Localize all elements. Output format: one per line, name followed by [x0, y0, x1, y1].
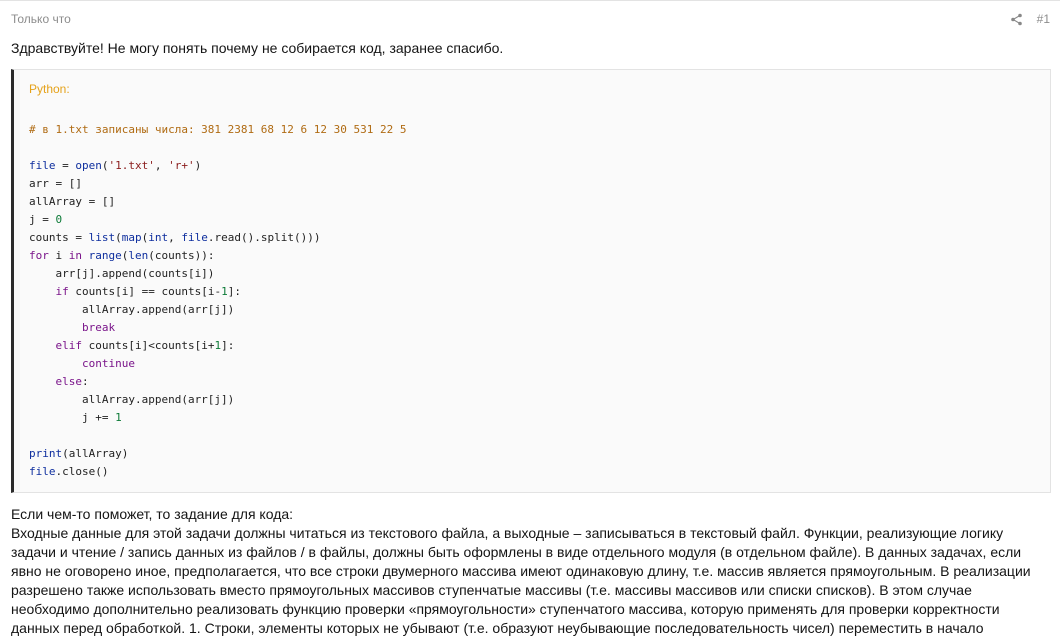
code-token: .close() — [55, 465, 109, 478]
code-token: arr = [] — [29, 177, 82, 190]
code-token: arr[j].append(counts[i]) — [29, 267, 215, 280]
code-token: ]: — [221, 339, 235, 352]
code-token: ( — [115, 231, 122, 244]
code-line — [29, 447, 128, 460]
code-token: file — [181, 231, 208, 244]
code-token: # в 1.txt записаны числа: 381 2381 68 12 6 12 30 531 22 5 — [29, 123, 407, 136]
code-token: file — [29, 159, 56, 172]
code-token: break — [81, 321, 116, 334]
code-token: file — [29, 465, 56, 478]
share-icon[interactable] — [1010, 13, 1023, 26]
code-token — [29, 321, 82, 334]
code-token: 1 — [115, 411, 122, 424]
code-token: counts = — [29, 231, 89, 244]
code-line — [29, 285, 241, 298]
code-token: print — [29, 447, 63, 460]
code-token: elif — [55, 339, 82, 352]
code-token: ( — [101, 159, 109, 172]
code-token: map — [121, 231, 142, 244]
code-token: len — [128, 249, 149, 262]
code-token: else — [55, 375, 82, 388]
code-token: j = — [29, 213, 56, 226]
code-token: (allArray) — [62, 447, 129, 460]
code-token: list — [88, 231, 116, 244]
code-line — [29, 393, 234, 406]
code-line — [29, 123, 407, 136]
code-line — [29, 465, 108, 478]
code-token: allArray.append(arr[j]) — [29, 393, 235, 406]
post-header-actions — [1010, 12, 1050, 26]
code-token: if — [55, 285, 69, 298]
code-token — [82, 249, 89, 262]
code-token: i — [48, 249, 69, 262]
code-line — [29, 267, 214, 280]
description-body: Входные данные для этой задачи должны читаться из текстового файла, а выходные – записываться в текстовый файл. Функции, реализующие логику задачи и чтение / запись данных из файлов / в файлы, должны быть оформлены в виде отдельного модуля (в отдельном файле). В данных задачах, если явно не оговорено иное, предполагается, что все строки двумерного массива имеют одинаковую длину, т.е. массив является прямоугольным. В реализации разрешено также использовать вместо прямоугольных массивов ступенчатые массивы (т.е. массивы массивов или списки списков). В этом случае необходимо дополнительно реализовать функцию проверки «прямоугольности» ступенчатого массива, которую применять для проверки корректности данных перед обработкой. 1. Строки, элементы которых не убывают (т.е. образуют неубывающие последовательность чисел) переместить в начало — [11, 525, 1031, 636]
code-token: j += — [29, 411, 116, 424]
post-header — [0, 1, 1060, 37]
code-token: ( — [141, 231, 149, 244]
code-token: in — [68, 249, 82, 262]
post-greeting: Здравствуйте! Не могу понять почему не собирается код, заранее спасибо. — [11, 40, 504, 56]
post-body — [0, 39, 1060, 638]
code-token: (counts)): — [148, 249, 215, 262]
code-token — [29, 375, 56, 388]
code-token: ]: — [227, 285, 241, 298]
code-token: ( — [121, 249, 129, 262]
code-line — [29, 321, 115, 334]
code-token: int — [148, 231, 169, 244]
code-content — [29, 121, 1036, 481]
code-token: = — [55, 159, 76, 172]
task-description — [11, 505, 1050, 638]
post-timestamp[interactable]: Только что — [11, 12, 71, 26]
code-line — [29, 231, 320, 244]
code-token: open — [75, 159, 102, 172]
code-token — [29, 339, 56, 352]
code-token: range — [88, 249, 122, 262]
post-number-link[interactable]: #1 — [1036, 12, 1050, 26]
code-token: 1 — [221, 285, 228, 298]
code-token: , — [168, 231, 182, 244]
code-token — [29, 357, 82, 370]
code-line — [29, 375, 89, 388]
code-token: for — [29, 249, 49, 262]
code-token: allArray.append(arr[j]) — [29, 303, 235, 316]
code-line — [29, 177, 82, 190]
code-token: ) — [194, 159, 202, 172]
description-intro: Если чем-то поможет, то задание для кода: — [11, 506, 294, 522]
code-token: 0 — [55, 213, 63, 226]
code-token: , — [154, 159, 169, 172]
code-token: allArray = [] — [29, 195, 116, 208]
code-line — [29, 411, 122, 424]
code-token — [29, 285, 56, 298]
code-token: 'r+' — [168, 159, 195, 172]
code-token: continue — [81, 357, 135, 370]
code-token: : — [82, 375, 89, 388]
code-token: 1 — [214, 339, 222, 352]
code-line — [29, 159, 201, 172]
code-block — [11, 69, 1051, 493]
code-line — [29, 195, 115, 208]
code-token: .read().split())) — [207, 231, 321, 244]
code-line — [29, 357, 135, 370]
code-token: counts[i] == counts[i- — [68, 285, 222, 298]
code-token: '1.txt' — [108, 159, 155, 172]
code-line — [29, 303, 234, 316]
code-line — [29, 339, 234, 352]
code-line — [29, 249, 214, 262]
code-token: counts[i]<counts[i+ — [82, 339, 215, 352]
code-language-label: Python: — [29, 82, 70, 96]
code-line — [29, 213, 62, 226]
